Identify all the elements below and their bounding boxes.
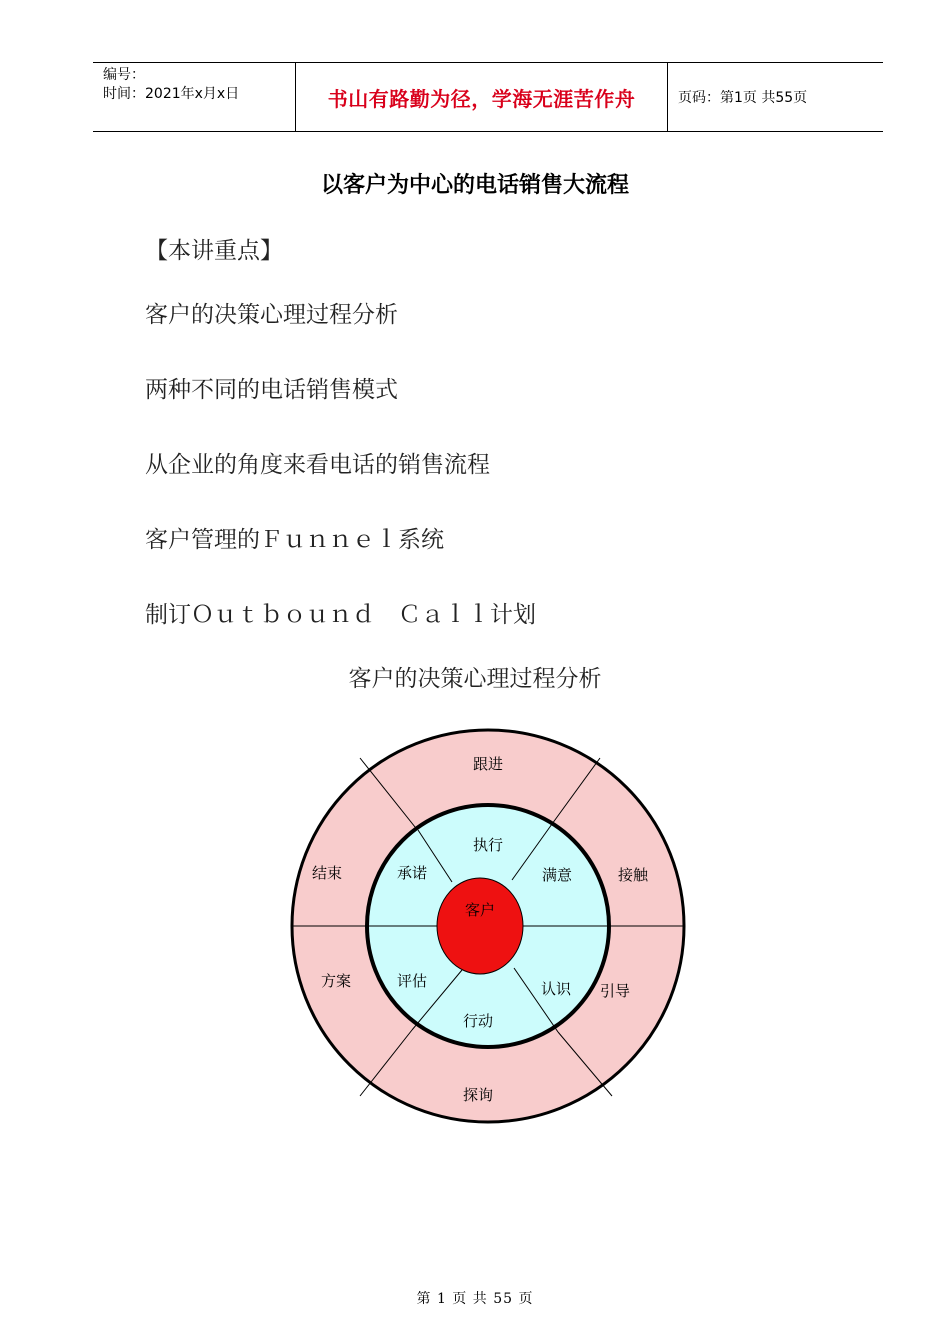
outer-label-probe: 探询	[462, 1086, 494, 1104]
inner-label-awareness: 认识	[540, 980, 572, 998]
outer-label-follow-up: 跟进	[472, 755, 504, 773]
outer-label-guide: 引导	[599, 982, 631, 1000]
header-motto: 书山有路勤为径，学海无涯苦作舟	[327, 86, 636, 111]
focus-item: 制订Ｏｕｔｂｏｕｎｄ Ｃａｌｌ计划	[145, 602, 536, 628]
header-motto-cell	[295, 63, 668, 131]
header-meta-cell	[93, 63, 295, 131]
inner-label-satisfied: 满意	[541, 866, 573, 884]
focus-item: 客户的决策心理过程分析	[145, 302, 398, 328]
decision-cycle-svg	[282, 712, 694, 1140]
inner-label-execute: 执行	[472, 836, 504, 854]
header-page-info: 页码：第1页 共55页	[678, 90, 808, 106]
document-time-label: 时间：2021年x月x日	[103, 86, 240, 102]
header-table	[93, 62, 883, 132]
center-label: 客户	[464, 901, 496, 919]
section-title: 客户的决策心理过程分析	[348, 666, 602, 692]
focus-heading: 【本讲重点】	[145, 238, 283, 264]
document-number-label: 编号：	[103, 67, 145, 83]
page-footer: 第 1 页 共 55 页	[416, 1291, 534, 1307]
inner-label-action: 行动	[462, 1012, 494, 1030]
document-title: 以客户为中心的电话销售大流程	[320, 173, 629, 198]
focus-item: 从企业的角度来看电话的销售流程	[145, 452, 490, 478]
outer-label-close: 结束	[311, 864, 343, 882]
focus-item: 客户管理的Ｆｕｎｎｅｌ系统	[145, 527, 444, 553]
outer-label-proposal: 方案	[320, 972, 352, 990]
inner-label-evaluate: 评估	[396, 972, 428, 990]
header-page-cell	[668, 63, 883, 131]
outer-label-contact: 接触	[617, 866, 649, 884]
inner-label-commitment: 承诺	[396, 864, 428, 882]
decision-cycle-diagram	[282, 712, 694, 1140]
focus-item: 两种不同的电话销售模式	[145, 377, 398, 403]
center-circle	[437, 878, 523, 974]
